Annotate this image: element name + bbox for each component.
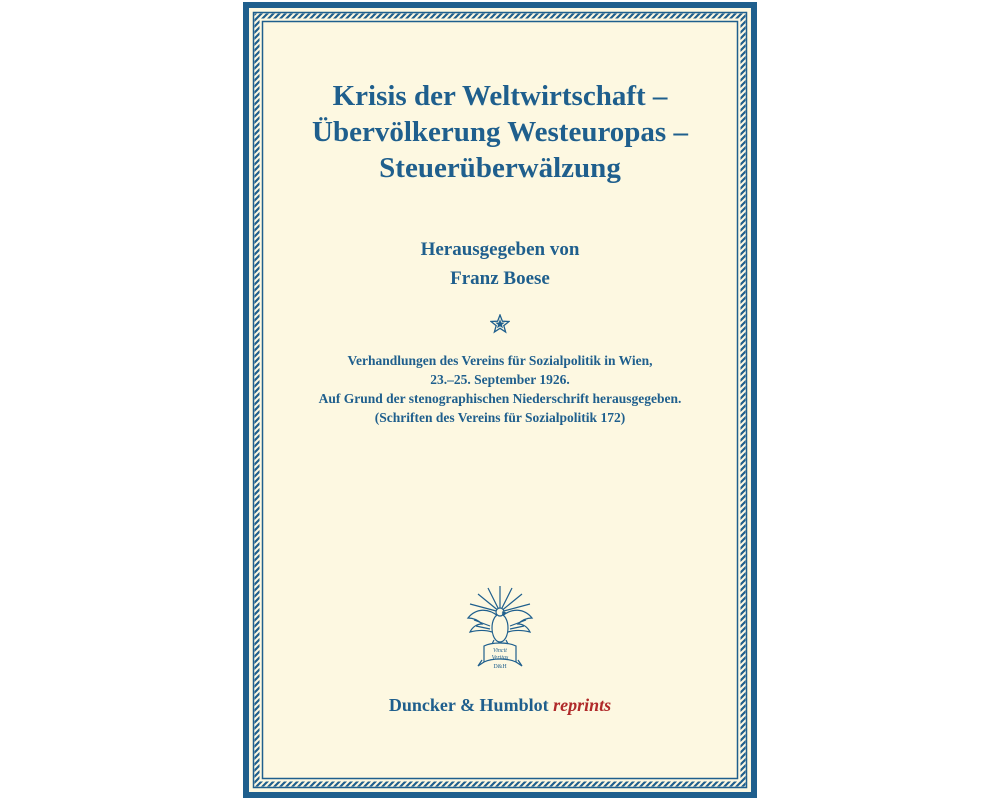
series-description	[263, 351, 737, 427]
logo-initials: D&H	[493, 664, 507, 670]
title-line: Steuerüberwälzung	[379, 152, 621, 184]
editor-name: Franz Boese	[450, 268, 550, 289]
title-line: Krisis der Weltwirtschaft –	[332, 80, 668, 112]
description-line: Auf Grund der stenographischen Niederschrift herausgegeben.	[318, 391, 682, 406]
description-line: Verhandlungen des Vereins für Sozialpolitik in Wien,	[347, 353, 653, 368]
book-title	[263, 78, 737, 186]
description-line: 23.–25. September 1926.	[430, 372, 570, 387]
reprints-label: reprints	[553, 695, 612, 715]
logo-motto-2: Veritas	[491, 655, 509, 661]
star-icon	[490, 314, 510, 334]
cover-content	[243, 2, 757, 798]
book-cover	[243, 2, 757, 798]
description-line: (Schriften des Vereins für Sozialpolitik 172)	[374, 410, 626, 425]
title-line: Übervölkerung Westeuropas –	[312, 116, 688, 148]
publisher-name: Duncker & Humblot	[388, 695, 549, 715]
editor-label: Herausgegeben von	[420, 239, 580, 260]
logo-motto-1: Vincit	[493, 648, 507, 654]
publisher-line	[263, 693, 737, 717]
eagle-emblem-icon	[460, 582, 540, 672]
